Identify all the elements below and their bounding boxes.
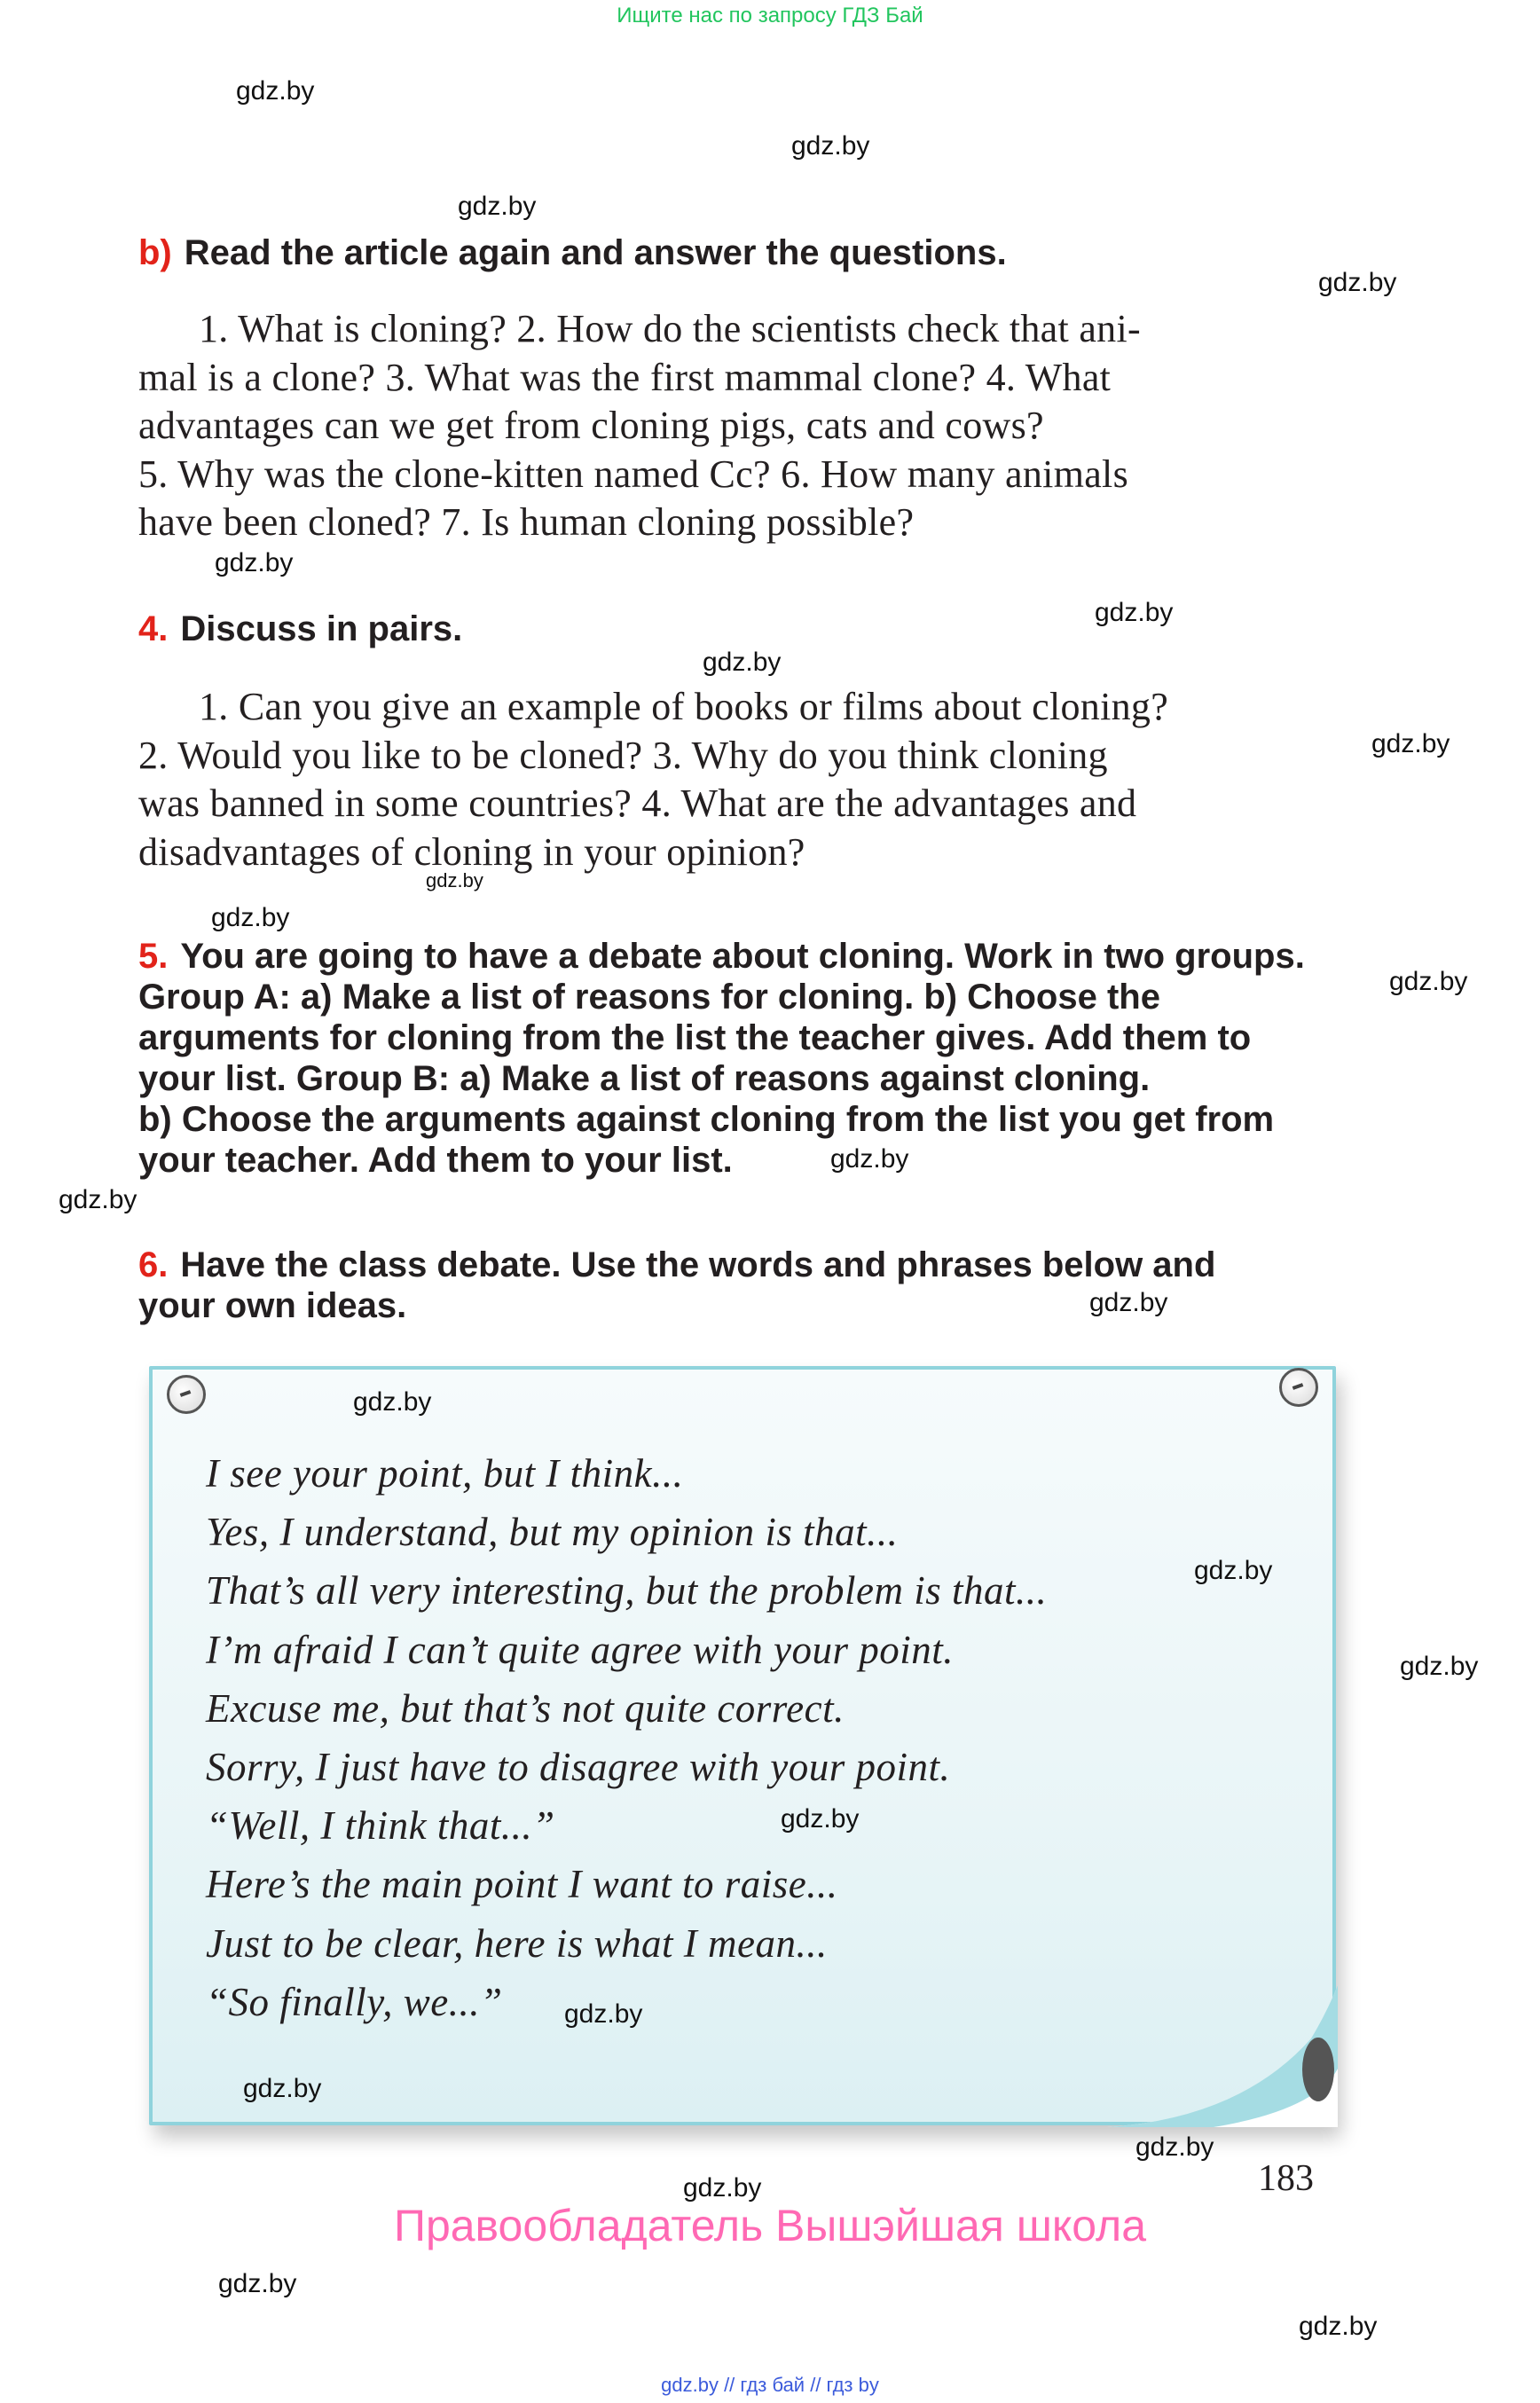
watermark: gdz.by [1135,2132,1214,2162]
exercise-5 [138,936,1327,1181]
top-banner[interactable]: Ищите нас по запросу ГДЗ Бай [617,4,923,27]
exercise-number: 6. [138,1245,169,1284]
phrase-item: Yes, I understand, but my opinion is that... [206,1510,899,1555]
copyright-holder: Правообладатель Вышэйшая школа [394,2201,1146,2250]
watermark: gdz.by [1318,268,1397,297]
watermark: gdz.by [59,1185,138,1214]
exercise-title: Discuss in pairs. [180,609,463,648]
exercise-number: 4. [138,609,169,648]
watermark: gdz.by [830,1144,909,1174]
phrase-item: “Well, I think that...” [206,1803,555,1849]
watermark: gdz.by [1389,967,1468,996]
watermark: gdz.by [243,2074,322,2103]
text-line: 1. What is cloning? 2. How do the scientists check that ani- [199,307,1141,350]
phrase-list [206,1444,1199,2031]
phrase-item: Here’s the main point I want to raise... [206,1862,838,1907]
phrase-item: That’s all very interesting, but the problem is that... [206,1568,1048,1614]
watermark: gdz.by [236,76,315,106]
exercise-4-heading [138,609,1327,649]
text-line: 5. Why was the clone-kitten named Cc? 6. How many animals [138,452,1129,496]
exercise-b-questions [138,305,1327,547]
phrase-item: Sorry, I just have to disagree with your point. [206,1745,951,1790]
phrase-item: “So finally, we...” [206,1979,503,2024]
text-line: arguments for cloning from the list the teacher gives. Add them to [138,1018,1252,1057]
exercise-4-questions [138,683,1327,876]
watermark: gdz.by [1089,1288,1168,1317]
text-line: was banned in some countries? 4. What are the advantages and [138,781,1137,825]
phrase-item: I’m afraid I can’t quite agree with your point. [206,1627,954,1672]
watermark: gdz.by [1400,1652,1479,1681]
watermark: gdz.by [703,648,782,677]
watermark: gdz.by [1299,2312,1378,2341]
watermark: gdz.by [791,131,870,161]
watermark: gdz.by [211,903,290,932]
text-line: 5. You are going to have a debate about cloning. Work in two groups. [138,937,1305,976]
text-line: b) Choose the arguments against cloning from the list you get from [138,1100,1275,1139]
text-line: your teacher. Add them to your list. [138,1141,733,1180]
phrase-item: Just to be clear, here is what I mean... [206,1920,828,1966]
watermark: gdz.by [426,869,483,891]
text-line: advantages can we get from cloning pigs, cats and cows? [138,404,1044,447]
watermark: gdz.by [458,192,537,221]
footer-links[interactable]: gdz.by // гдз бай // гдз by [661,2374,879,2396]
text-line: 2. Would you like to be cloned? 3. Why do you think cloning [138,733,1108,777]
watermark: gdz.by [564,1999,643,2029]
watermark: gdz.by [1194,1556,1273,1585]
exercise-title: Read the article again and answer the questions. [184,233,1007,272]
exercise-b-heading [138,232,1327,273]
text-line: your own ideas. [138,1286,407,1325]
exercise-6 [138,1245,1327,1326]
phrase-item: I see your point, but I think... [206,1451,684,1496]
exercise-number: 5. [138,937,169,976]
page-number: 183 [1258,2158,1314,2199]
phrase-item: Excuse me, but that’s not quite correct. [206,1685,845,1731]
text-line: 1. Can you give an example of books or films about cloning? [199,685,1169,728]
text-line: Group A: a) Make a list of reasons for cloning. b) Choose the [138,978,1160,1017]
watermark: gdz.by [218,2269,297,2298]
text-line: disadvantages of cloning in your opinion? [138,829,805,874]
text-line: 6. Have the class debate. Use the words and phrases below and [138,1245,1216,1284]
watermark: gdz.by [215,548,294,577]
watermark: gdz.by [1095,598,1174,627]
text-line: your list. Group B: a) Make a list of reasons against cloning. [138,1059,1151,1098]
watermark: gdz.by [353,1387,432,1417]
watermark: gdz.by [781,1804,860,1834]
text-line: have been cloned? 7. Is human cloning possible? [138,500,915,544]
watermark: gdz.by [683,2173,762,2203]
text-line: mal is a clone? 3. What was the first mammal clone? 4. What [138,355,1112,399]
exercise-number: b) [138,233,172,272]
pin-icon [167,1375,206,1414]
pin-icon [1279,1368,1318,1407]
watermark: gdz.by [1371,729,1450,758]
